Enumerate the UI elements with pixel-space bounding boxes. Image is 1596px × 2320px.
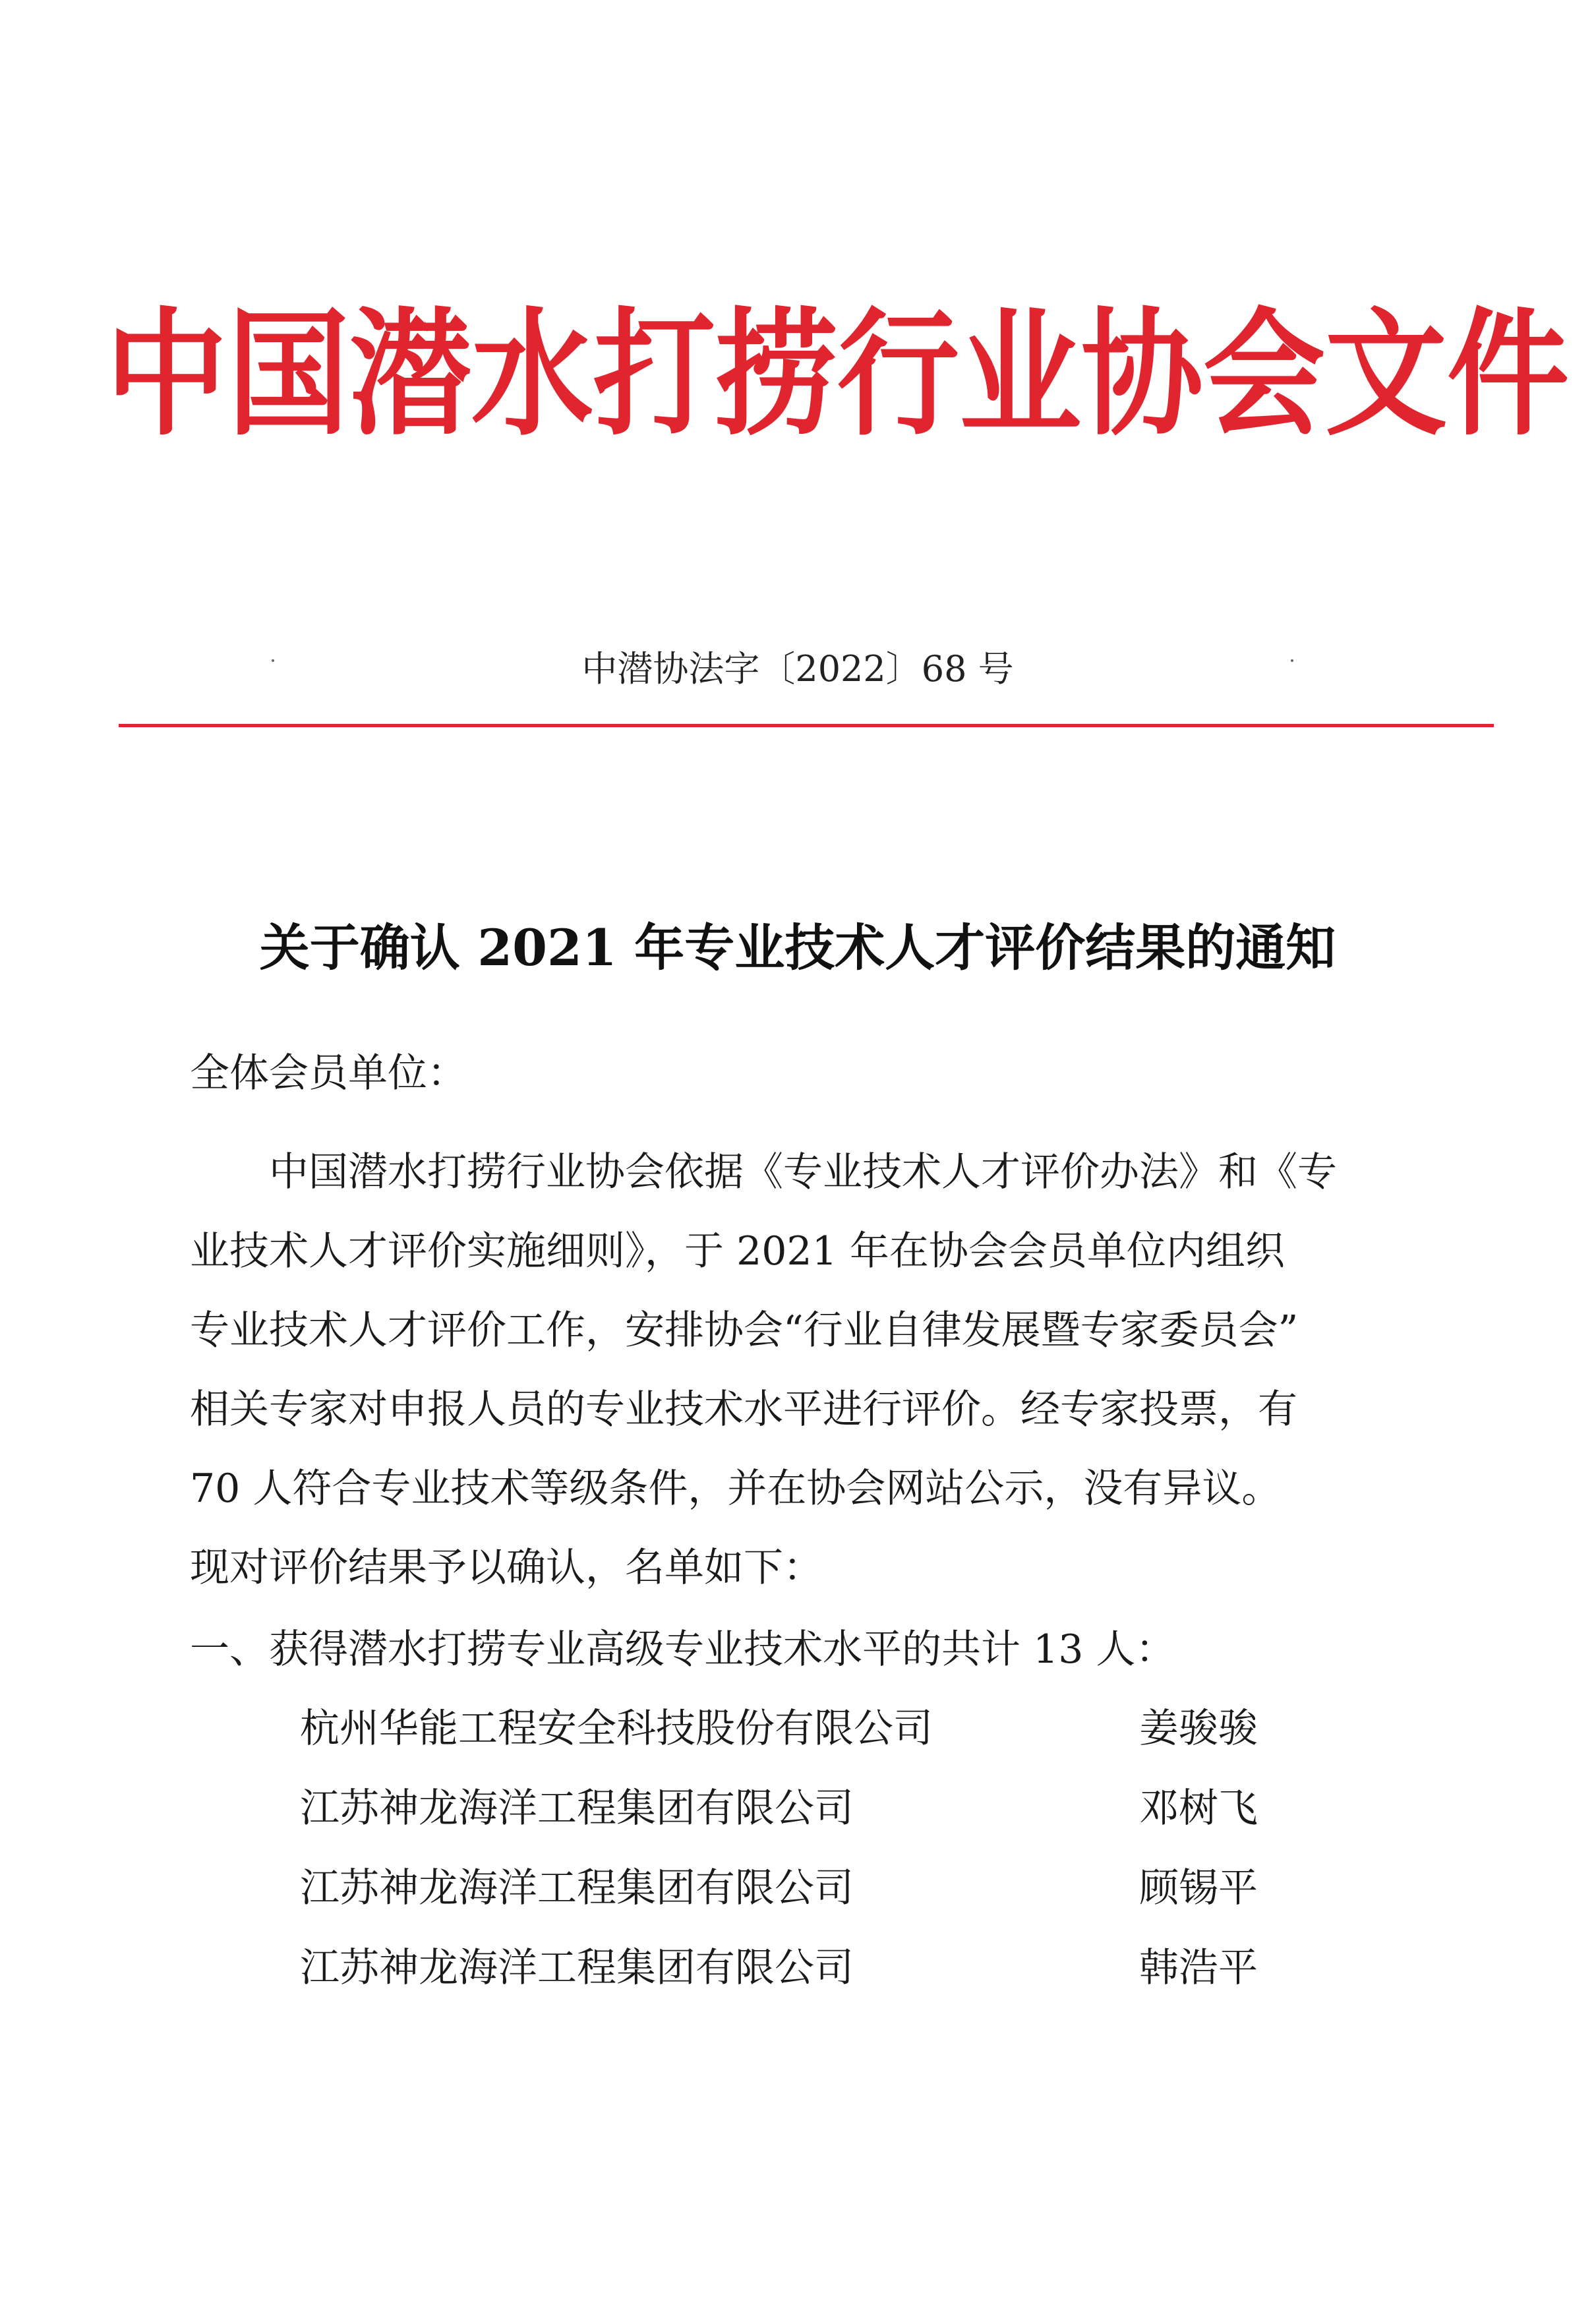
body-line: 中国潜水打捞行业协会依据《专业技术人才评价办法》和《专 <box>190 1149 1337 1195</box>
person-name: 姜骏骏 <box>1139 1706 1258 1752</box>
body-line: 专业技术人才评价工作，安排协会“行业自律发展暨专家委员会” <box>190 1307 1299 1353</box>
list-item <box>300 1696 1355 1775</box>
salutation: 全体会员单位： <box>190 1050 467 1096</box>
awardee-list <box>300 1696 1355 2015</box>
company-name: 江苏神龙海洋工程集团有限公司 <box>300 1945 854 1991</box>
list-item <box>300 1855 1355 1935</box>
person-name: 邓树飞 <box>1139 1785 1258 1831</box>
body-line: 相关专家对申报人员的专业技术水平进行评价。经专家投票，有 <box>190 1386 1297 1433</box>
section-heading: 一、获得潜水打捞专业高级专业技术水平的共计 13 人： <box>190 1626 1175 1673</box>
document-number: 中潜协法字〔2022〕68 号 <box>581 648 1014 690</box>
person-name: 韩浩平 <box>1139 1945 1258 1991</box>
company-name: 杭州华能工程安全科技股份有限公司 <box>300 1706 933 1752</box>
list-item <box>300 1775 1355 1855</box>
notice-title: 关于确认 2021 年专业技术人才评价结果的通知 <box>259 918 1336 977</box>
body-line: 70 人符合专业技术等级条件，并在协会网站公示，没有异议。 <box>190 1466 1282 1512</box>
company-name: 江苏神龙海洋工程集团有限公司 <box>300 1785 854 1831</box>
header-divider <box>119 724 1494 727</box>
person-name: 顾锡平 <box>1139 1865 1258 1911</box>
body-line: 现对评价结果予以确认，名单如下： <box>190 1545 823 1591</box>
body-line: 业技术人才评价实施细则》，于 2021 年在协会会员单位内组织 <box>190 1228 1285 1274</box>
company-name: 江苏神龙海洋工程集团有限公司 <box>300 1865 854 1911</box>
masthead-title: 中国潜水打捞行业协会文件 <box>105 295 1569 454</box>
list-item <box>300 1935 1355 2015</box>
